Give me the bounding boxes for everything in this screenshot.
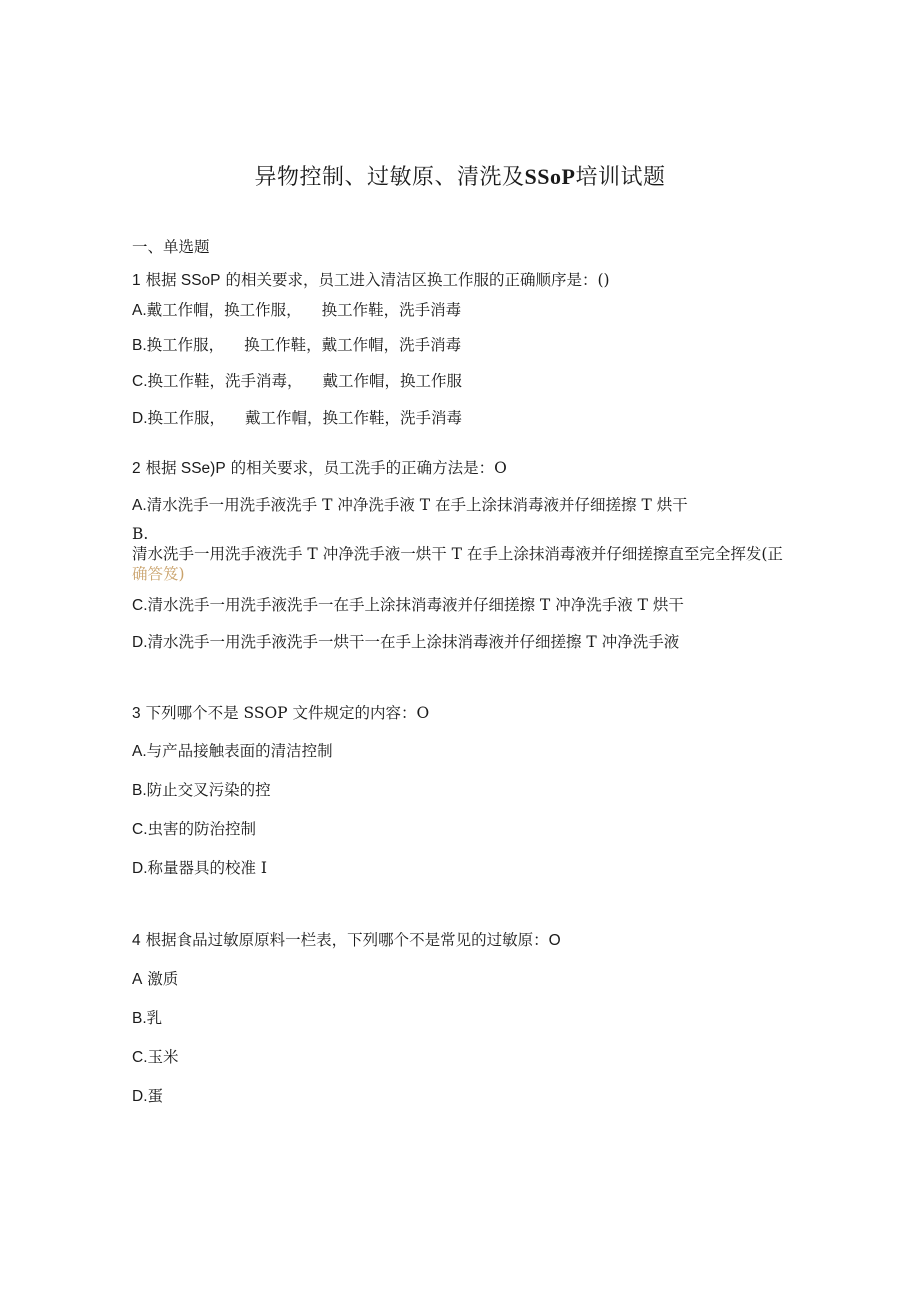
question-stem-text: 的相关要求，员工进入清洁区换工作服的正确顺序是：(): [225, 271, 610, 289]
option-text: 清水洗手一用洗手液洗手 T 冲净洗手液 T 在手上涂抹消毒液并仔细搓擦 T 烘干: [146, 496, 688, 514]
option-letter: A.: [132, 743, 147, 760]
option-3c: [132, 819, 256, 840]
option-3b: [132, 780, 271, 801]
option-text-part2: 换工作鞋，洗手消毒: [321, 301, 462, 319]
option-3d: [132, 858, 267, 879]
option-letter: A.: [132, 302, 147, 319]
option-1d: [132, 408, 462, 429]
option-letter: D.: [132, 410, 148, 427]
option-text: 防止交叉污染的控: [146, 781, 271, 799]
question-stem-latin: 下列哪个不是 SSOP: [145, 704, 288, 722]
question-stem-3: [132, 703, 429, 724]
option-text: 蛋: [147, 1087, 164, 1105]
option-text: 与产品接触表面的清洁控制: [146, 742, 333, 760]
option-letter: C.: [132, 1049, 148, 1066]
option-4c: [132, 1047, 179, 1068]
option-2d: [132, 632, 679, 653]
option-2a: [132, 495, 688, 516]
option-2b-letter: B.: [132, 525, 149, 543]
option-text-part2: 换工作鞋，戴工作帽，洗手消毒: [244, 336, 462, 354]
question-stem-text: O: [548, 932, 561, 949]
option-3a: [132, 741, 333, 762]
option-letter: D.: [132, 634, 148, 651]
option-text: 清水洗手一用洗手液洗手一烘干一在手上涂抹消毒液并仔细搓擦 T 冲净洗手液: [147, 633, 680, 651]
question-stem-latin: 根据食品过敏原原料一栏表，下列哪个不是常见的过敏原：: [145, 931, 549, 949]
question-stem-latin: 根据 SSoP: [145, 272, 221, 289]
question-number: 2: [132, 460, 141, 477]
option-text-part1: 戴工作帽，换工作服，: [146, 301, 302, 319]
question-stem-text: 的相关要求，员工洗手的正确方法是：O: [230, 459, 507, 477]
question-stem-1: [132, 270, 610, 291]
option-text-part2: 戴工作帽，换工作服: [322, 372, 463, 390]
option-letter: C.: [132, 821, 148, 838]
option-text-part1: 换工作鞋，洗手消毒，: [147, 372, 303, 390]
option-text: 称量器具的校准 I: [147, 859, 268, 877]
section-heading: 一、单选题: [132, 238, 210, 256]
option-text: 激质: [147, 970, 179, 988]
option-text: 虫害的防治控制: [147, 820, 257, 838]
option-letter: C.: [132, 597, 148, 614]
page-title: [0, 160, 920, 191]
option-text: 乳: [146, 1009, 163, 1027]
option-text-part1: 换工作服，: [147, 409, 226, 427]
question-stem-latin: 根据 SSe)P: [145, 460, 226, 477]
option-letter: B.: [132, 337, 147, 354]
option-1a: [132, 300, 461, 321]
option-1c: [132, 371, 462, 392]
option-letter: D.: [132, 860, 148, 877]
option-letter: D.: [132, 1088, 148, 1105]
option-text-part1: 换工作服，: [146, 336, 225, 354]
question-number: 4: [132, 932, 141, 949]
option-letter: C.: [132, 373, 148, 390]
question-stem-4: [132, 930, 561, 951]
question-number: 3: [132, 705, 141, 722]
answer-note: 确答笈): [132, 565, 185, 583]
question-number: 1: [132, 272, 141, 289]
option-2b-text: [132, 544, 792, 584]
option-letter: B.: [132, 1010, 147, 1027]
option-4d: [132, 1086, 163, 1107]
option-4a: [132, 969, 178, 990]
option-letter: A.: [132, 497, 147, 514]
option-text-part2: 戴工作帽，换工作鞋，洗手消毒: [245, 409, 463, 427]
option-1b: [132, 335, 461, 356]
title-suffix: 培训试题: [575, 165, 666, 190]
question-stem-2: [132, 458, 507, 479]
option-text: 玉米: [147, 1048, 179, 1066]
option-letter: B.: [132, 782, 147, 799]
option-text: 清水洗手一用洗手液洗手 T 冲净洗手液一烘干 T 在手上涂抹消毒液并仔细搓擦直至完全挥发(正: [132, 545, 783, 563]
option-text: 清水洗手一用洗手液洗手一在手上涂抹消毒液并仔细搓擦 T 冲净洗手液 T 烘干: [147, 596, 684, 614]
title-prefix: 异物控制、过敏原、清洗及: [254, 165, 525, 190]
option-2c: [132, 595, 684, 616]
option-4b: [132, 1008, 162, 1029]
question-stem-text: 文件规定的内容：O: [292, 704, 430, 722]
title-bold: SSoP: [524, 164, 576, 189]
option-letter: A: [132, 971, 143, 988]
